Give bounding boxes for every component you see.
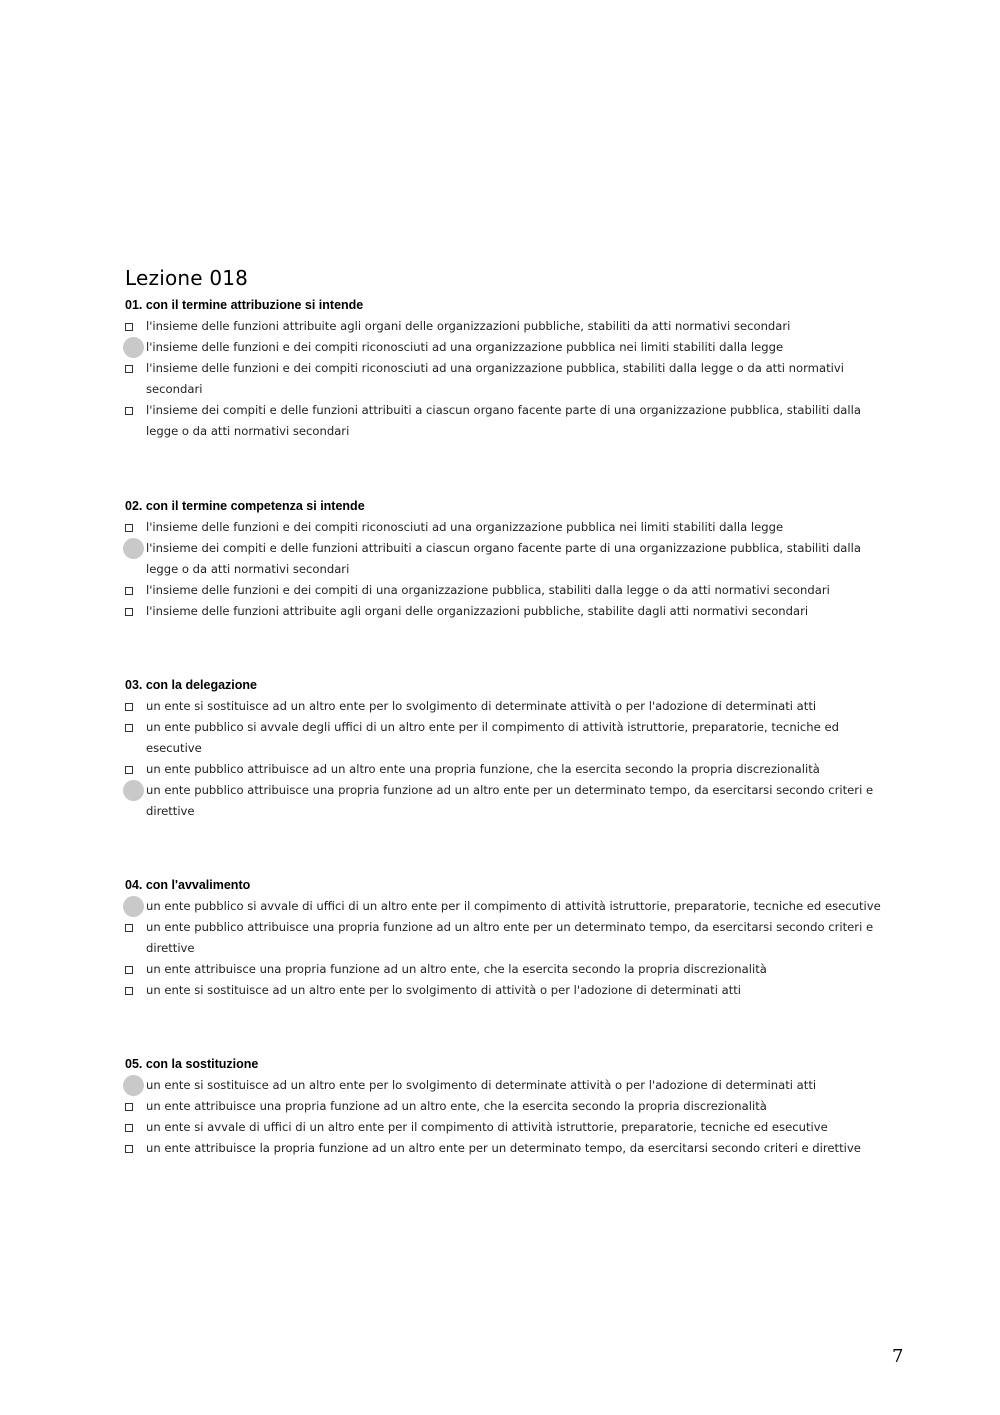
- answer-text: un ente si sostituisce ad un altro ente per lo svolgimento di attività o per l'adozione di determinati atti: [146, 983, 742, 997]
- answer-text: un ente pubblico attribuisce ad un altro ente una propria funzione, che la esercita secondo la propria discrezionalità: [146, 762, 820, 776]
- answer-text: l'insieme delle funzioni e dei compiti riconosciuti ad una organizzazione pubblica nei limiti stabiliti dalla legge: [146, 340, 784, 354]
- answer-text: un ente pubblico si avvale di uffici di un altro ente per il compimento di attività istruttorie, preparatorie, tecniche ed esecutive: [146, 899, 881, 913]
- answer-option[interactable]: [125, 538, 885, 580]
- answer-option[interactable]: [125, 358, 885, 400]
- answer-text: un ente si sostituisce ad un altro ente per lo svolgimento di determinate attività o per l'adozione di determinati atti: [146, 1078, 817, 1092]
- page-number: 7: [892, 1346, 904, 1367]
- answer-text: l'insieme delle funzioni attribuite agli organi delle organizzazioni pubbliche, stabiliti da atti normativi secondari: [146, 319, 791, 333]
- question-block: [125, 875, 885, 1001]
- answer-text: un ente si sostituisce ad un altro ente per lo svolgimento di determinate attività o per l'adozione di determinati atti: [146, 699, 817, 713]
- answer-option[interactable]: [125, 1075, 885, 1096]
- question-title: 05. con la sostituzione: [125, 1057, 259, 1071]
- answer-option[interactable]: [125, 1138, 885, 1159]
- answer-option[interactable]: [125, 580, 885, 601]
- answer-checkbox[interactable]: [125, 1124, 133, 1132]
- answer-text: un ente si avvale di uffici di un altro ente per il compimento di attività istruttorie, preparatorie, tecniche ed esecutive: [146, 1120, 828, 1134]
- question-block: [125, 675, 885, 822]
- answer-option[interactable]: [125, 601, 885, 622]
- answer-option[interactable]: [125, 337, 885, 358]
- question-title: 04. con l'avvalimento: [125, 878, 251, 892]
- answer-text: un ente pubblico attribuisce una propria funzione ad un altro ente per un determinato tempo, da esercitarsi secondo criteri e direttive: [146, 920, 874, 955]
- answer-checkbox[interactable]: [125, 924, 133, 932]
- answer-text: l'insieme delle funzioni e dei compiti di una organizzazione pubblica, stabiliti dalla legge o da atti normativi secondari: [146, 583, 830, 597]
- answer-text: l'insieme dei compiti e delle funzioni attribuiti a ciascun organo facente parte di una organizzazione pubblica, stabiliti dalla legge o da atti normativi secondari: [146, 403, 861, 438]
- answer-option[interactable]: [125, 959, 885, 980]
- answer-text: l'insieme delle funzioni attribuite agli organi delle organizzazioni pubbliche, stabilite dagli atti normativi secondari: [146, 604, 809, 618]
- answer-option[interactable]: [125, 896, 885, 917]
- answer-checkbox[interactable]: [125, 365, 133, 373]
- answer-option[interactable]: [125, 517, 885, 538]
- question-title: 02. con il termine competenza si intende: [125, 499, 365, 513]
- answer-text: un ente pubblico attribuisce una propria funzione ad un altro ente per un determinato tempo, da esercitarsi secondo criteri e direttive: [146, 783, 874, 818]
- answer-checkbox[interactable]: [125, 703, 133, 711]
- answer-text: l'insieme delle funzioni e dei compiti riconosciuti ad una organizzazione pubblica nei limiti stabiliti dalla legge: [146, 520, 784, 534]
- answer-checkbox[interactable]: [125, 1103, 133, 1111]
- answer-option[interactable]: [125, 400, 885, 442]
- answer-option[interactable]: [125, 717, 885, 759]
- answer-option[interactable]: [125, 759, 885, 780]
- selected-answer-marker[interactable]: [123, 337, 144, 358]
- question-title: 01. con il termine attribuzione si intende: [125, 298, 364, 312]
- question-block: [125, 496, 885, 622]
- answer-option[interactable]: [125, 780, 885, 822]
- selected-answer-marker[interactable]: [123, 1075, 144, 1096]
- answer-option[interactable]: [125, 1117, 885, 1138]
- answer-checkbox[interactable]: [125, 608, 133, 616]
- answer-checkbox[interactable]: [125, 724, 133, 732]
- answer-option[interactable]: [125, 316, 885, 337]
- answer-text: un ente attribuisce una propria funzione ad un altro ente, che la esercita secondo la propria discrezionalità: [146, 962, 767, 976]
- answer-option[interactable]: [125, 1096, 885, 1117]
- answer-text: l'insieme delle funzioni e dei compiti riconosciuti ad una organizzazione pubblica, stabiliti dalla legge o da atti normativi secondari: [146, 361, 844, 396]
- answer-text: un ente attribuisce una propria funzione ad un altro ente, che la esercita secondo la propria discrezionalità: [146, 1099, 767, 1113]
- answer-checkbox[interactable]: [125, 587, 133, 595]
- answer-option[interactable]: [125, 980, 885, 1001]
- answer-text: un ente pubblico si avvale degli uffici di un altro ente per il compimento di attività istruttorie, preparatorie, tecniche ed esecutive: [146, 720, 839, 755]
- answer-text: un ente attribuisce la propria funzione ad un altro ente per un determinato tempo, da esercitarsi secondo criteri e direttive: [146, 1141, 861, 1155]
- answer-checkbox[interactable]: [125, 407, 133, 415]
- answer-text: l'insieme dei compiti e delle funzioni attribuiti a ciascun organo facente parte di una organizzazione pubblica, stabiliti dalla legge o da atti normativi secondari: [146, 541, 861, 576]
- answer-checkbox[interactable]: [125, 1145, 133, 1153]
- answer-checkbox[interactable]: [125, 966, 133, 974]
- question-block: [125, 1054, 885, 1159]
- selected-answer-marker[interactable]: [123, 896, 144, 917]
- answer-checkbox[interactable]: [125, 766, 133, 774]
- answer-checkbox[interactable]: [125, 524, 133, 532]
- question-block: [125, 295, 885, 442]
- question-title: 03. con la delegazione: [125, 678, 257, 692]
- answer-checkbox[interactable]: [125, 323, 133, 331]
- selected-answer-marker[interactable]: [123, 780, 144, 801]
- answer-checkbox[interactable]: [125, 987, 133, 995]
- selected-answer-marker[interactable]: [123, 538, 144, 559]
- answer-option[interactable]: [125, 917, 885, 959]
- lesson-title: Lezione 018: [125, 266, 249, 290]
- answer-option[interactable]: [125, 696, 885, 717]
